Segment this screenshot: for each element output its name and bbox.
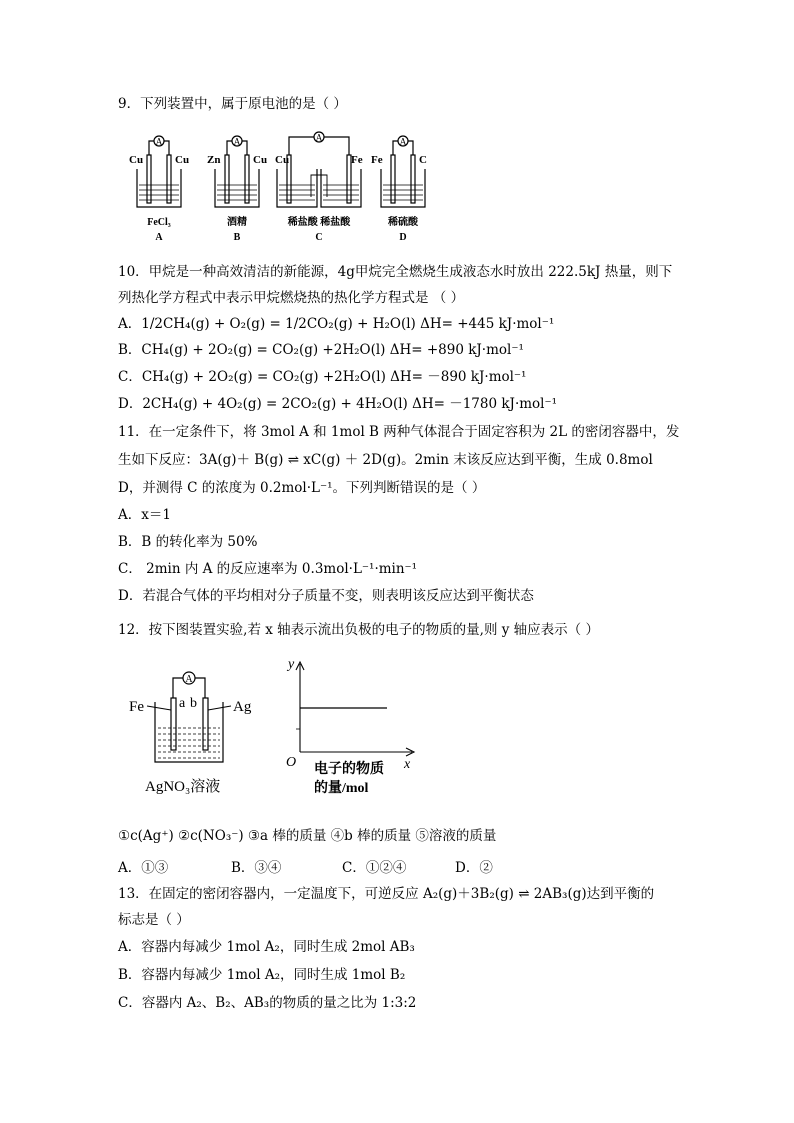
q11-option-d: D．若混合气体的平均相对分子质量不变，则表明该反应达到平衡状态: [118, 588, 534, 604]
svg-text:y: y: [288, 657, 295, 672]
q13-option-b: B．容器内每减少 1mol A₂，同时生成 1mol B₂: [118, 967, 406, 983]
svg-text:A: A: [399, 136, 407, 147]
q12-option-d: D．②: [455, 860, 493, 876]
svg-text:稀盐酸 稀盐酸: 稀盐酸 稀盐酸: [287, 217, 351, 228]
q12-stem: 12．按下图装置实验,若 x 轴表示流出负极的电子的物质的量,则 y 轴应表示（ ）: [118, 622, 599, 638]
q11-stem-line1: 11．在一定条件下，将 3mol A 和 1mol B 两种气体混合于固定容积为 2L 的密闭容器中，发: [118, 424, 680, 440]
svg-text:Ag: Ag: [233, 699, 252, 715]
svg-text:AgNO₃溶液: AgNO₃溶液: [145, 779, 221, 795]
q13-stem-line2: 标志是（ ）: [118, 912, 190, 928]
q12-graph-figure: [282, 652, 442, 802]
q10-option-b: B．CH₄(g) + 2O₂(g) = CO₂(g) +2H₂O(l) ΔH= +890 kJ·mol⁻¹: [118, 342, 524, 358]
q11-stem-line3: D，并测得 C 的浓度为 0.2mol·L⁻¹。下列判断错误的是（ ）: [118, 480, 486, 496]
q9-stem: 9．下列装置中，属于原电池的是（ ）: [118, 96, 347, 112]
q13-option-c: C．容器内 A₂、B₂、AB₃的物质的量之比为 1:3:2: [118, 995, 417, 1011]
q12-option-b: B．③④: [231, 860, 282, 876]
q10-stem-line2: 列热化学方程式中表示甲烷燃烧热的热化学方程式是 （ ）: [118, 290, 465, 306]
svg-text:电子的物质: 电子的物质: [314, 762, 384, 777]
q9-figure: [125, 127, 445, 245]
svg-text:A: A: [155, 232, 163, 243]
svg-text:A: A: [155, 136, 163, 147]
svg-text:FeCl₃: FeCl₃: [147, 217, 171, 228]
svg-text:C: C: [315, 232, 323, 243]
q11-option-c: C． 2min 内 A 的反应速率为 0.3mol·L⁻¹·min⁻¹: [118, 561, 418, 577]
svg-text:酒精: 酒精: [227, 217, 247, 228]
svg-text:Zn: Zn: [207, 154, 221, 166]
svg-text:x: x: [404, 757, 411, 772]
q12-items: ①c(Ag⁺) ②c(NO₃⁻) ③a 棒的质量 ④b 棒的质量 ⑤溶液的质量: [118, 828, 497, 844]
svg-text:A: A: [185, 674, 193, 685]
q11-stem-line2: 生如下反应：3A(g)＋ B(g) ⇌ xC(g) ＋ 2D(g)。2min 末该反应达到平衡，生成 0.8mol: [118, 452, 653, 468]
svg-text:Fe: Fe: [129, 699, 144, 715]
q10-stem-line1: 10．甲烷是一种高效清洁的新能源，4g甲烷完全燃烧生成液态水时放出 222.5kJ 热量，则下: [118, 264, 673, 280]
q12-option-c: C．①②④: [342, 860, 407, 876]
svg-text:的量/mol: 的量/mol: [314, 781, 369, 796]
svg-text:Cu: Cu: [253, 154, 268, 166]
svg-text:b: b: [190, 696, 197, 711]
svg-text:B: B: [233, 232, 241, 243]
q13-option-a: A．容器内每减少 1mol A₂，同时生成 2mol AB₃: [118, 939, 415, 955]
q12-cell-figure: [125, 662, 265, 802]
q9-device-a: [137, 136, 181, 207]
svg-text:D: D: [399, 232, 407, 243]
q9-device-d: [381, 136, 425, 207]
q10-option-c: C．CH₄(g) + 2O₂(g) = CO₂(g) +2H₂O(l) ΔH= －890 kJ·mol⁻¹: [118, 369, 527, 385]
svg-text:Fe: Fe: [351, 154, 363, 166]
q12-option-a: A．①③: [118, 860, 169, 876]
q11-option-a: A．x＝1: [118, 507, 171, 523]
svg-text:a: a: [179, 696, 186, 711]
q13-stem-line1: 13．在固定的密闭容器内，一定温度下，可逆反应 A₂(g)＋3B₂(g) ⇌ 2AB₃(g)达到平衡的: [118, 886, 655, 902]
svg-text:C: C: [419, 154, 427, 166]
svg-text:Fe: Fe: [371, 154, 383, 166]
svg-text:Cu: Cu: [175, 154, 190, 166]
svg-text:A: A: [233, 136, 241, 147]
svg-text:Cu: Cu: [275, 154, 290, 166]
svg-text:Cu: Cu: [129, 154, 144, 166]
svg-text:O: O: [286, 755, 297, 770]
q9-device-b: [215, 136, 259, 207]
q9-device-c: [277, 132, 361, 207]
svg-text:A: A: [315, 132, 323, 143]
q10-option-a: A．1/2CH₄(g) + O₂(g) = 1/2CO₂(g) + H₂O(l) ΔH= +445 kJ·mol⁻¹: [118, 316, 555, 332]
q11-option-b: B．B 的转化率为 50%: [118, 534, 258, 550]
q10-option-d: D．2CH₄(g) + 4O₂(g) = 2CO₂(g) + 4H₂O(l) ΔH= －1780 kJ·mol⁻¹: [118, 396, 558, 412]
svg-text:稀硫酸: 稀硫酸: [388, 217, 418, 228]
